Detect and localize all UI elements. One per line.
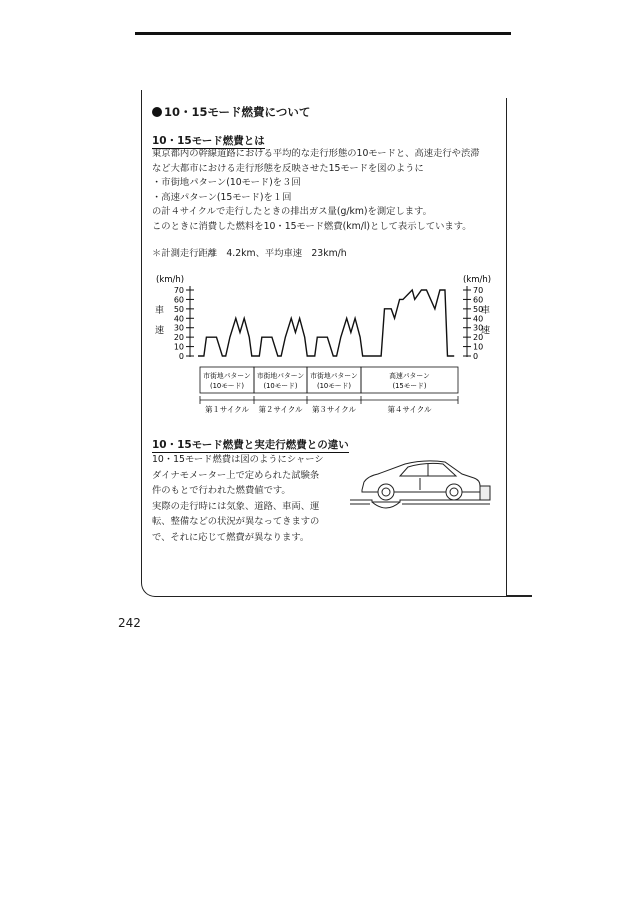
y-unit-right: (km/h): [463, 275, 492, 285]
body-line: で、それに応じて燃費が異なります。: [152, 531, 310, 543]
cycle-label: 第４サイクル: [387, 405, 432, 414]
speed-series-line: [198, 290, 454, 356]
body-line: ・高速パターン(15モード)を１回: [152, 191, 292, 203]
y-tick-label-right: 30: [473, 323, 484, 333]
y-tick-label-left: 10: [173, 342, 184, 352]
y-label-right-char2: 速: [481, 326, 491, 336]
measurement-note: ＊計測走行距離 4.2km、平均車速 23km/h: [152, 248, 347, 259]
y-label-left-char2: 速: [155, 326, 165, 336]
y-unit-left: (km/h): [156, 275, 185, 285]
y-tick-label-right: 40: [473, 314, 484, 324]
body-line: など大都市における走行形態を反映させた15モードを図のように: [152, 162, 424, 174]
segment-label-line2: (15モード): [392, 382, 427, 390]
y-tick-label-right: 10: [473, 342, 484, 352]
y-label-left-char1: 車: [155, 306, 165, 316]
cycle-label: 第２サイクル: [258, 405, 303, 414]
body-line: 東京都内の幹線道路における平均的な走行形態の10モードと、高速走行や渋滞: [152, 148, 480, 159]
y-tick-label-right: 70: [473, 286, 484, 295]
y-tick-label-left: 40: [173, 314, 184, 324]
segment-label-line1: 市街地パターン: [256, 372, 305, 380]
segment-label-line1: 市街地パターン: [310, 372, 358, 380]
subsection1-heading: 10・15モード燃費とは: [152, 135, 265, 147]
y-tick-label-left: 0: [178, 352, 184, 361]
section-title-text: 10・15モード燃費について: [164, 105, 311, 119]
segment-label-line1: 市街地パターン: [203, 372, 251, 380]
y-tick-label-left: 60: [173, 295, 184, 305]
segment-label-line2: (10モード): [209, 382, 245, 390]
y-tick-label-right: 0: [473, 352, 479, 361]
y-tick-label-left: 20: [173, 333, 184, 343]
body-line: このときに消費した燃料を10・15モード燃費(km/l)として表示しています。: [152, 220, 472, 232]
y-label-right-char1: 車: [481, 306, 491, 316]
y-tick-label-left: 50: [173, 304, 184, 314]
y-tick-label-right: 20: [473, 333, 484, 343]
y-tick-label-left: 30: [173, 323, 184, 333]
body-line: 10・15モード燃費は図のようにシャーシ: [152, 454, 324, 465]
floor-left: [350, 500, 490, 502]
roller-pit: [372, 502, 400, 508]
y-tick-label-right: 60: [473, 295, 484, 305]
rear-wheel: [446, 484, 462, 500]
body-line: ・市街地パターン(10モード)を３回: [152, 177, 301, 189]
car-dynamometer-illustration: [350, 452, 500, 522]
body-line: 転、整備などの状況が異なってきますの: [152, 516, 320, 528]
cycle-label: 第３サイクル: [311, 405, 357, 414]
body-line: 実際の走行時には気象、道路、車両、運: [152, 500, 320, 512]
segment-label-line2: (10モード): [316, 382, 352, 390]
body-line: ダイナモメーター上で定められた試験条: [152, 469, 320, 481]
front-wheel: [378, 484, 394, 500]
body-line: 件のもとで行われた燃費値です。: [152, 485, 291, 497]
y-tick-label-right: 50: [473, 304, 484, 314]
y-tick-label-left: 70: [173, 286, 184, 295]
segment-label-line1: 高速パターン: [389, 372, 430, 380]
body-line: の計４サイクルで走行したときの排出ガス量(g/km)を測定します。: [152, 206, 432, 218]
cycle-label: 第１サイクル: [204, 405, 250, 414]
subsection2-body: [152, 452, 342, 546]
subsection2-heading: 10・15モード燃費と実走行燃費との違い: [152, 439, 349, 451]
page-number: 242: [118, 616, 141, 630]
segment-label-line2: (10モード): [263, 382, 298, 390]
